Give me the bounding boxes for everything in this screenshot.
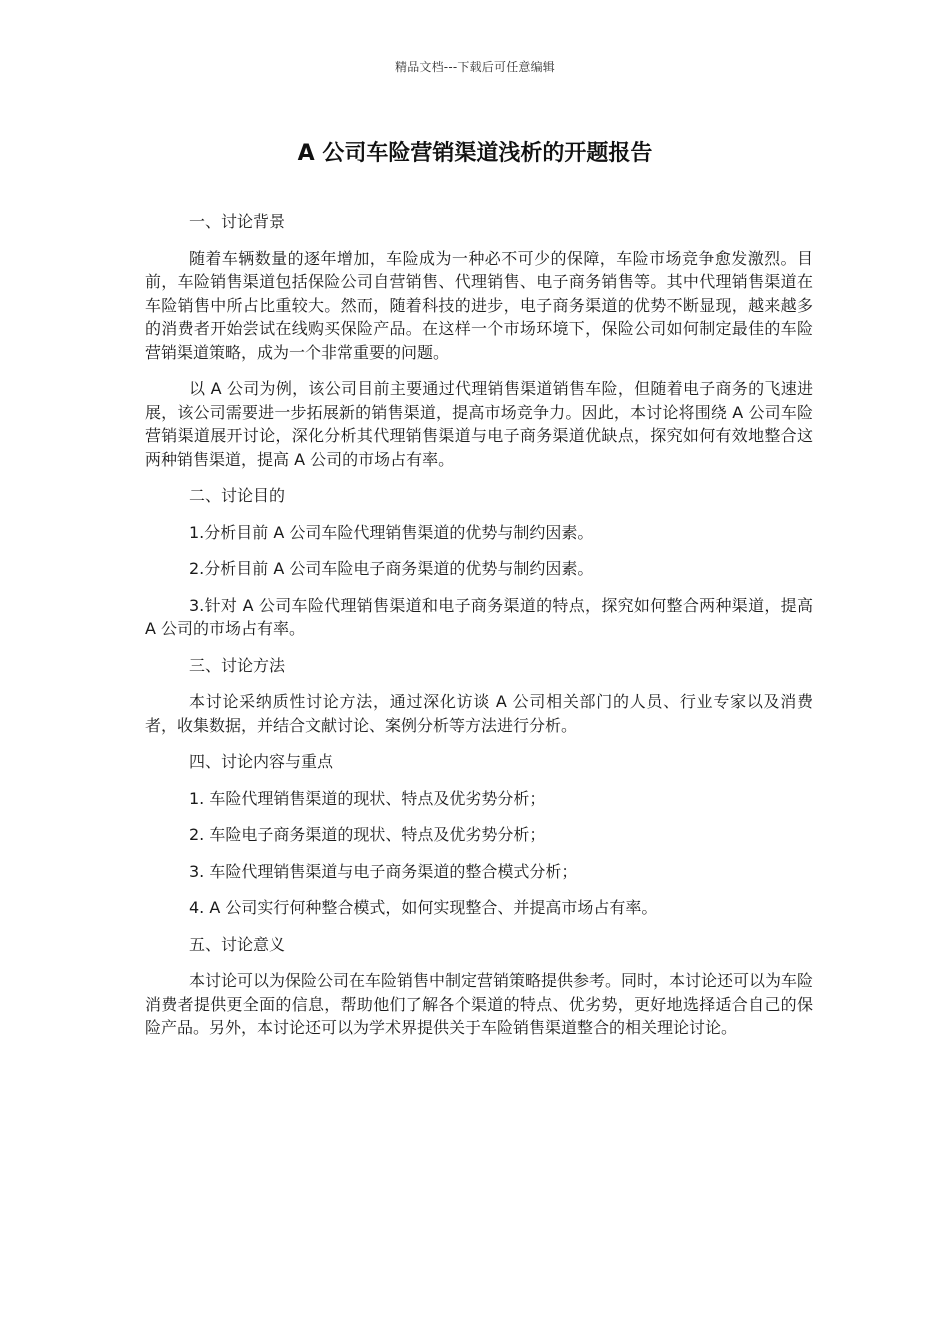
paragraph-background-2: 以 A 公司为例，该公司目前主要通过代理销售渠道销售车险，但随着电子商务的飞速进展，该公司需要进一步拓展新的销售渠道，提高市场竞争力。因此，本讨论将围绕 A 公司车险营销渠道展开讨论，深化分析其代理销售渠道与电子商务渠道优缺点，探究如何有效地整合这两种销售渠道，提高 A 公司的市场占有率。 — [145, 379, 813, 469]
list-item-content-2: 2. 车险电子商务渠道的现状、特点及优劣势分析； — [189, 825, 546, 844]
section-heading-content: 四、讨论内容与重点 — [189, 752, 334, 771]
list-item-content-1: 1. 车险代理销售渠道的现状、特点及优劣势分析； — [189, 788, 546, 808]
paragraph-background-1: 随着车辆数量的逐年增加，车险成为一种必不可少的保障，车险市场竞争愈发激烈。目前，车险销售渠道包括保险公司自营销售、代理销售、电子商务销售等。其中代理销售渠道在车险销售中所占比重较大。然而，随着科技的进步，电子商务渠道的优势不断显现，越来越多的消费者开始尝试在线购买保险产品。在这样一个市场环境下，保险公司如何制定最佳的车险营销渠道策略，成为一个非常重要的问题。 — [145, 248, 813, 362]
section-heading-purpose: 二、讨论目的 — [189, 486, 286, 505]
section-heading-background: 一、讨论背景 — [189, 212, 286, 231]
paragraph-significance-1: 本讨论可以为保险公司在车险销售中制定营销策略提供参考。同时，本讨论还可以为车险消费者提供更全面的信息，帮助他们了解各个渠道的特点、优劣势，更好地选择适合自己的保险产品。另外，本讨论还可以为学术界提供关于车险销售渠道整合的相关理论讨论。 — [145, 971, 814, 1037]
section-heading-significance: 五、讨论意义 — [189, 934, 286, 954]
list-item-purpose-2: 2.分析目前 A 公司车险电子商务渠道的优势与制约因素。 — [189, 559, 594, 578]
list-item-purpose-3: 3.针对 A 公司车险代理销售渠道和电子商务渠道的特点，探究如何整合两种渠道，提高 A 公司的市场占有率。 — [145, 595, 813, 638]
document-title: A 公司车险营销渠道浅析的开题报告 — [297, 141, 653, 166]
document-body — [145, 210, 813, 1053]
section-heading-method: 三、讨论方法 — [189, 655, 286, 675]
list-item-content-4: 4. A 公司实行何种整合模式，如何实现整合、并提高市场占有率。 — [189, 898, 658, 917]
header-note: 精品文档---下载后可任意编辑 — [395, 60, 555, 74]
list-item-content-3: 3. 车险代理销售渠道与电子商务渠道的整合模式分析； — [189, 861, 578, 881]
paragraph-method-1: 本讨论采纳质性讨论方法，通过深化访谈 A 公司相关部门的人员、行业专家以及消费者，收集数据，并结合文献讨论、案例分析等方法进行分析。 — [145, 692, 813, 735]
list-item-purpose-1: 1.分析目前 A 公司车险代理销售渠道的优势与制约因素。 — [189, 522, 594, 542]
